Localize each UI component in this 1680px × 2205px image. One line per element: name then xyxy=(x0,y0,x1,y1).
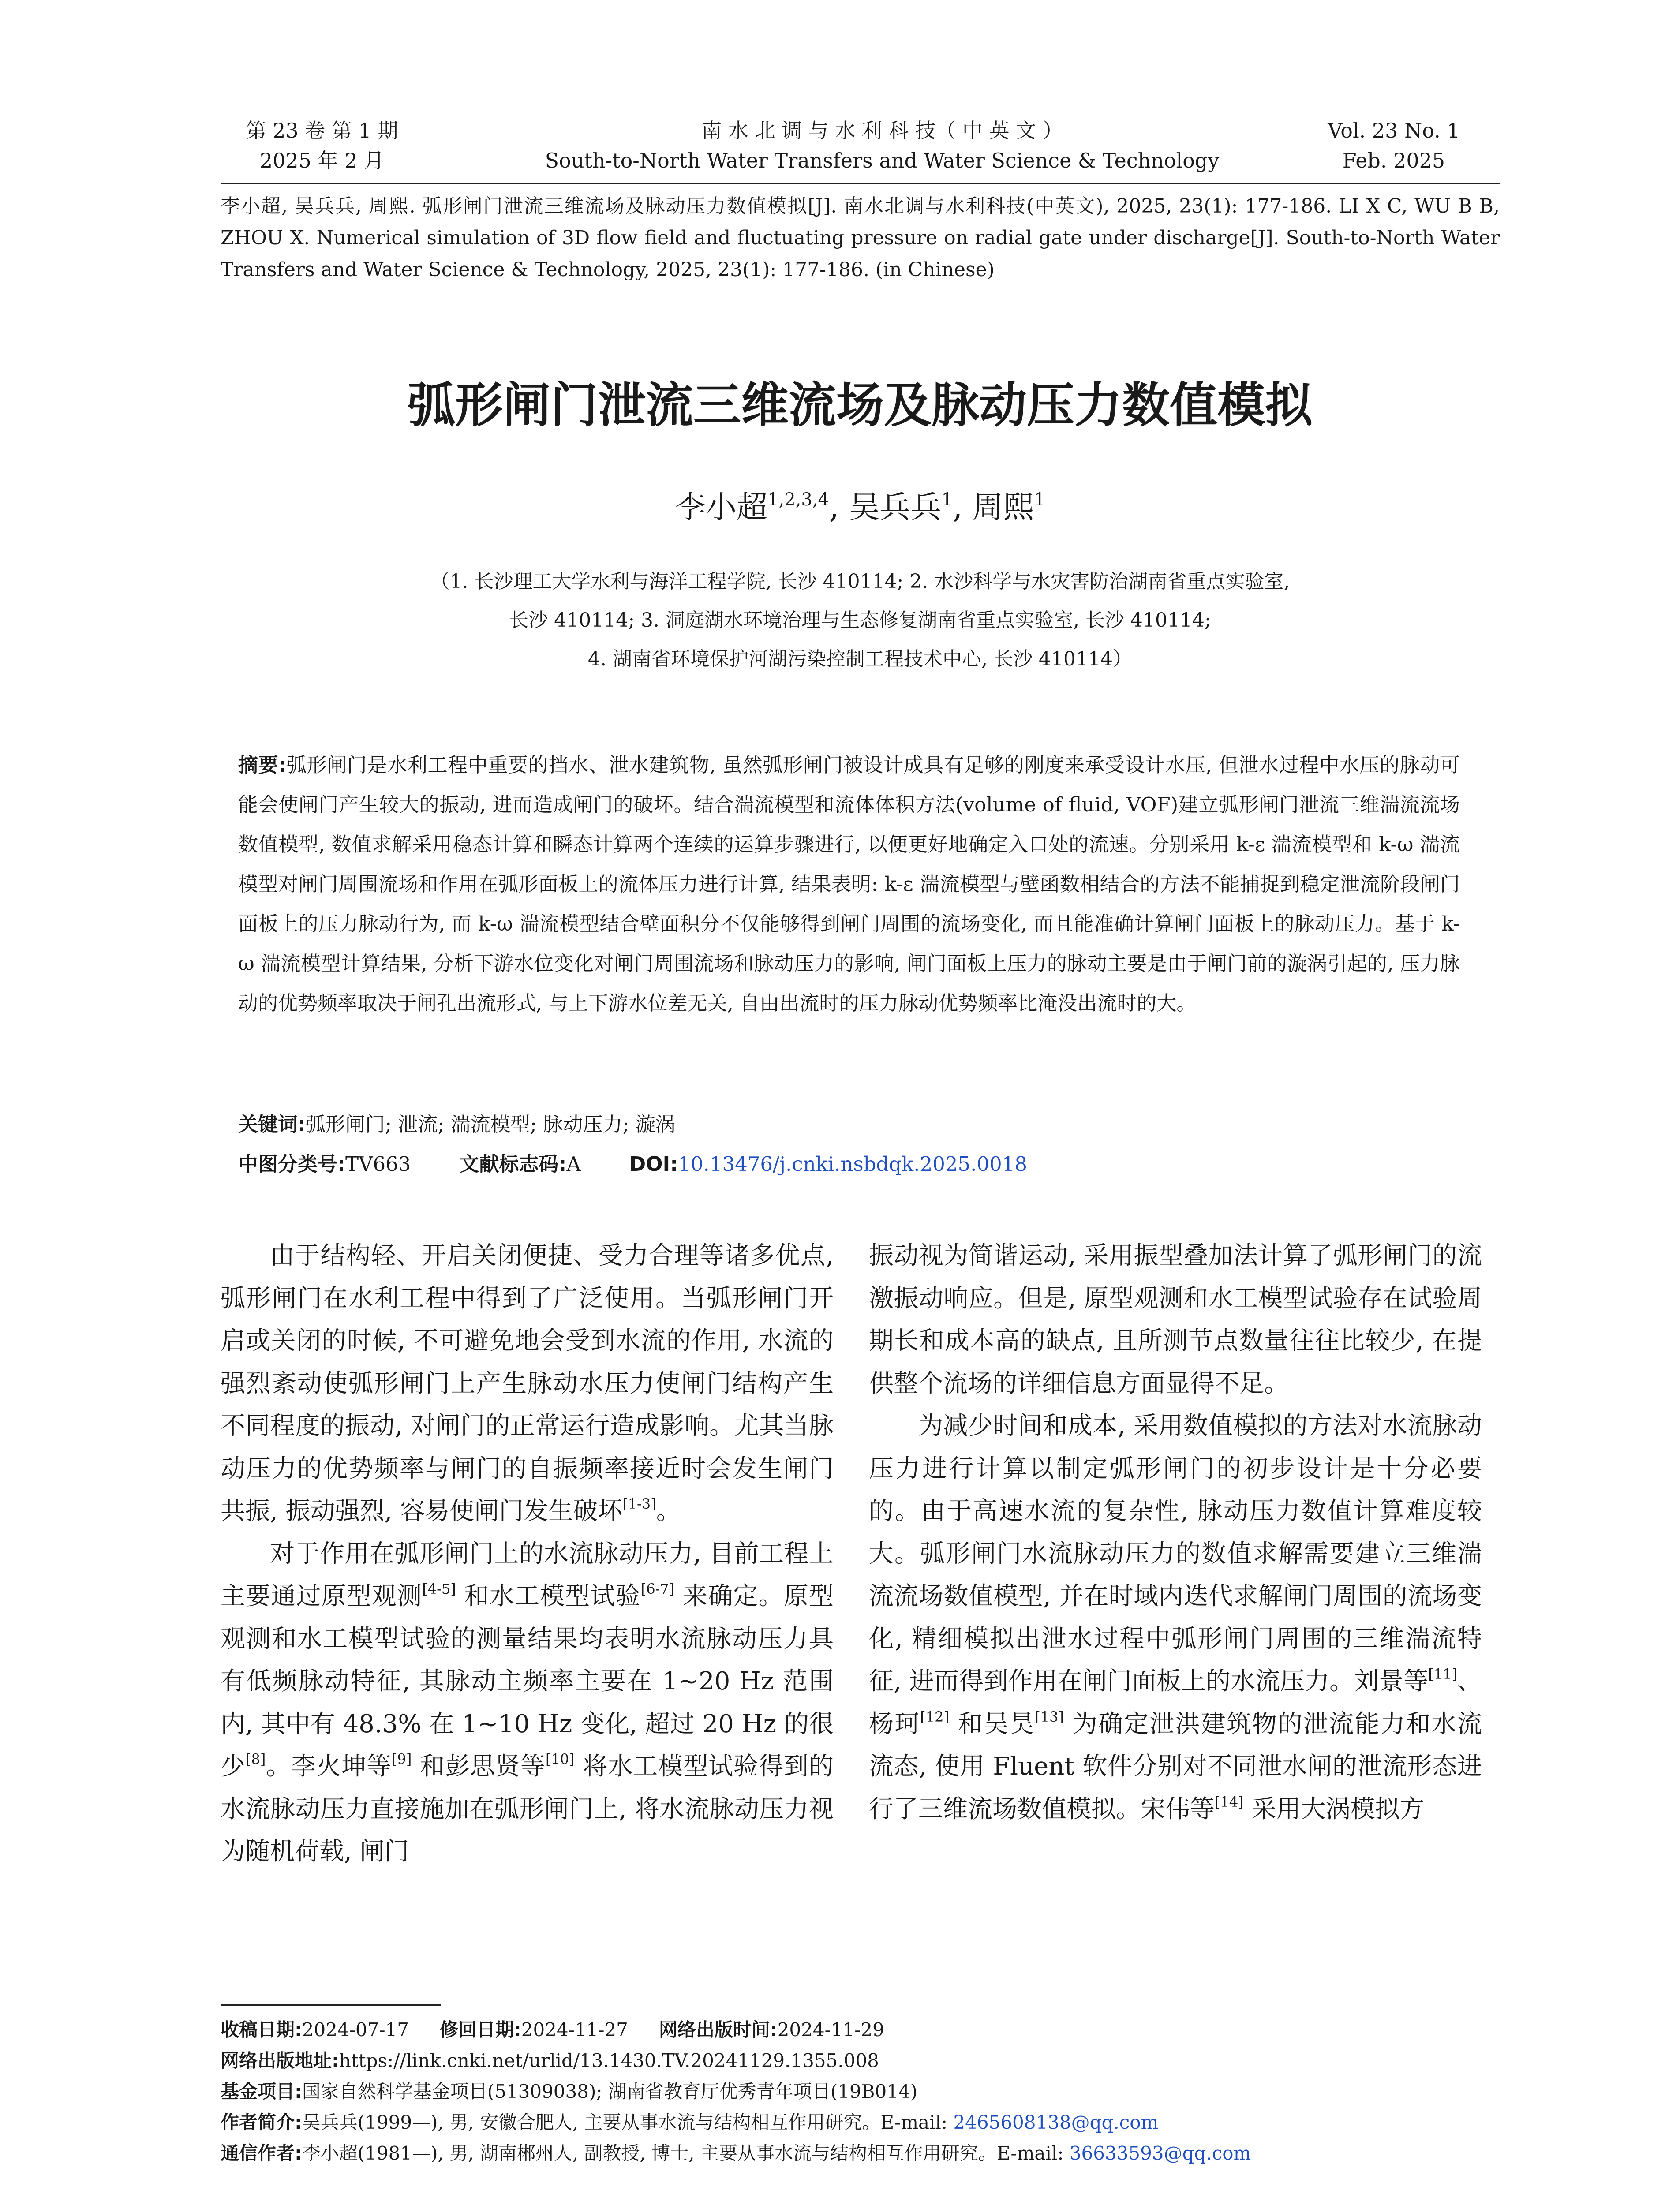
body-text: 为减少时间和成本, 采用数值模拟的方法对水流脉动压力进行计算以制定弧形闸门的初步设计是十分必要的。由于高速水流的复杂性, 脉动压力数值计算难度较大。弧形闸门水流脉动压力的数值求解需要建立三维湍流流场数值模型, 并在时域内迭代求解闸门周围的流场变化, 精细模拟出泄水过程中弧形闸门周围的三维湍流特征, 进而得到作用在闸门面板上的水流压力。刘景等 xyxy=(869,1412,1482,1696)
reference-link[interactable]: [13] xyxy=(1035,1708,1064,1725)
reference-link[interactable]: [14] xyxy=(1215,1793,1244,1810)
footnote-dates xyxy=(221,2014,1500,2045)
header-volume-issue xyxy=(221,116,423,176)
header-vol-no: Vol. 23 No. 1 xyxy=(1328,119,1460,142)
reference-link[interactable]: [10] xyxy=(545,1751,575,1768)
body-text: 和吴昊 xyxy=(949,1709,1035,1738)
body-paragraph xyxy=(221,1235,834,1533)
header-volume: 第 23 卷 第 1 期 xyxy=(246,119,398,142)
revised-label: 修回日期: xyxy=(439,2019,521,2041)
header-divider xyxy=(221,183,1500,184)
clc-label: 中图分类号: xyxy=(238,1152,345,1176)
author-name: 李小超 xyxy=(675,489,768,525)
citation-block: 李小超, 吴兵兵, 周熙. 弧形闸门泄流三维流场及脉动压力数值模拟[J]. 南水北调与水利科技(中英文), 2025, 23(1): 177-186. LI X C, WU B B, ZHOU X. Numerical simulation of 3D flow field and fluctuating pressure on radial gate under discharge[J]. South-to-North Water Transfers and Water Science & Technology, 2025, 23(1): 177-186. (in Chinese) xyxy=(221,195,1500,281)
reference-link[interactable]: [11] xyxy=(1428,1666,1457,1682)
keywords xyxy=(238,1105,1460,1144)
body-text: 。李火坤等 xyxy=(266,1752,392,1781)
body-text: 和水工模型试验 xyxy=(456,1582,641,1611)
body-text: 将水工模型试验得到的水流脉动压力直接施加在弧形闸门上, 将水流脉动压力视为随机荷载, 闸门 xyxy=(221,1752,834,1866)
body-text: 来确定。原型观测和水工模型试验的测量结果均表明水流脉动压力具有低频脉动特征, 其脉动主频率主要在 1~20 Hz 范围内, 其中有 48.3% 在 1~10 Hz 变化, 超过 20 Hz 的很少 xyxy=(221,1582,834,1781)
keywords-text: 弧形闸门; 泄流; 湍流模型; 脉动压力; 漩涡 xyxy=(306,1113,675,1136)
received-date: 2024-07-17 xyxy=(302,2019,409,2041)
fund-label: 基金项目: xyxy=(221,2081,302,2102)
clc-value: TV663 xyxy=(345,1152,411,1176)
header-volume-en xyxy=(1306,116,1482,176)
author-bio-label: 作者简介: xyxy=(221,2112,302,2133)
footnote-fund xyxy=(221,2076,1500,2107)
fund-text: 国家自然科学基金项目(51309038); 湖南省教育厅优秀青年项目(19B014) xyxy=(302,2081,918,2102)
author-line xyxy=(221,485,1500,529)
header-month: Feb. 2025 xyxy=(1342,149,1445,172)
body-text: 由于结构轻、开启关闭便捷、受力合理等诸多优点, 弧形闸门在水利工程中得到了广泛使用。当弧形闸门开启或关闭的时候, 不可避免地会受到水流的作用, 水流的强烈紊动使弧形闸门上产生脉动水压力使闸门结构产生不同程度的振动, 对闸门的正常运行造成影响。尤其当脉动压力的优势频率与闸门的自振频率接近时会发生闸门共振, 振动强烈, 容易使闸门发生破坏 xyxy=(221,1241,834,1525)
body-text: 为确定泄洪建筑物的泄流能力和水流流态, 使用 Fluent 软件分别对不同泄水闸的泄流形态进行了三维流场数值模拟。宋伟等 xyxy=(869,1709,1482,1824)
affiliation-line: 4. 湖南省环境保护河湖污染控制工程技术中心, 长沙 410114） xyxy=(588,648,1132,670)
footnote-author xyxy=(221,2107,1500,2138)
doc-code-label: 文献标志码: xyxy=(459,1152,567,1176)
body-text: 、杨珂 xyxy=(869,1667,1482,1738)
header-journal xyxy=(538,116,1226,176)
revised-date: 2024-11-27 xyxy=(521,2019,628,2041)
corresponding-email-link[interactable]: 36633593@qq.com xyxy=(1069,2142,1251,2164)
author-email-link[interactable]: 2465608138@qq.com xyxy=(953,2112,1159,2133)
keywords-label: 关键词: xyxy=(238,1113,306,1136)
online-date: 2024-11-29 xyxy=(777,2019,884,2041)
footnotes xyxy=(221,2014,1500,2169)
received-label: 收稿日期: xyxy=(221,2019,302,2041)
classification-line xyxy=(238,1144,1460,1184)
url-label: 网络出版地址: xyxy=(221,2050,339,2071)
author-affil-sup: 1 xyxy=(1034,490,1045,510)
header-journal-en: South-to-North Water Transfers and Water Science & Technology xyxy=(545,149,1220,172)
reference-link[interactable]: [6-7] xyxy=(640,1581,675,1597)
reference-link[interactable]: [4-5] xyxy=(422,1581,456,1597)
corresponding-label: 通信作者: xyxy=(221,2142,302,2164)
affiliation-line: （1. 长沙理工大学水利与海洋工程学院, 长沙 410114; 2. 水沙科学与水灾害防治湖南省重点实验室, xyxy=(430,570,1290,593)
affiliations xyxy=(309,562,1411,679)
body-text: 振动视为简谐运动, 采用振型叠加法计算了弧形闸门的流激振动响应。但是, 原型观测和水工模型试验存在试验周期长和成本高的缺点, 且所测节点数量往往比较少, 在提供整个流场的详细信息方面显得不足。 xyxy=(869,1241,1482,1398)
body-column-left xyxy=(221,1235,834,1873)
body-text: 和彭思贤等 xyxy=(412,1752,546,1781)
author-bio-text: 吴兵兵(1999—), 男, 安徽合肥人, 主要从事水流与结构相互作用研究。E-mail: xyxy=(302,2112,954,2133)
author-affil-sup: 1 xyxy=(941,490,953,510)
reference-link[interactable]: [1-3] xyxy=(622,1495,656,1512)
body-text: 对于作用在弧形闸门上的水流脉动压力, 目前工程上主要通过原型观测 xyxy=(221,1539,834,1611)
abstract xyxy=(238,745,1460,1023)
body-column-right xyxy=(869,1235,1482,1831)
online-url[interactable]: https://link.cnki.net/urlid/13.1430.TV.20241129.1355.008 xyxy=(339,2050,879,2071)
header-journal-cn: 南 水 北 调 与 水 利 科 技（ 中 英 文 ） xyxy=(701,119,1063,142)
author-name: 周熙 xyxy=(972,489,1034,525)
online-label: 网络出版时间: xyxy=(659,2019,778,2041)
abstract-label: 摘要: xyxy=(238,753,287,777)
paper-title: 弧形闸门泄流三维流场及脉动压力数值模拟 xyxy=(407,378,1313,433)
author-affil-sup: 1,2,3,4 xyxy=(767,490,829,510)
reference-link[interactable]: [9] xyxy=(392,1751,412,1768)
author-separator: , xyxy=(952,489,973,525)
author-name: 吴兵兵 xyxy=(849,489,942,525)
body-paragraph xyxy=(869,1405,1482,1831)
doi-link[interactable]: 10.13476/j.cnki.nsbdqk.2025.0018 xyxy=(678,1152,1027,1176)
author-separator: , xyxy=(829,489,849,525)
reference-link[interactable]: [8] xyxy=(245,1751,266,1768)
body-text: 采用大涡模拟方 xyxy=(1243,1794,1425,1824)
body-text: 。 xyxy=(656,1497,681,1525)
affiliation-line: 长沙 410114; 3. 洞庭湖水环境治理与生态修复湖南省重点实验室, 长沙 410114; xyxy=(509,609,1211,632)
doc-code-value: A xyxy=(566,1152,581,1176)
footnote-divider xyxy=(221,2004,441,2006)
header-date: 2025 年 2 月 xyxy=(259,149,385,172)
reference-link[interactable]: [12] xyxy=(920,1708,949,1725)
body-paragraph xyxy=(221,1533,834,1873)
body-paragraph xyxy=(869,1235,1482,1405)
footnote-url xyxy=(221,2045,1500,2076)
doi-label: DOI: xyxy=(629,1152,678,1176)
abstract-text: 弧形闸门是水利工程中重要的挡水、泄水建筑物, 虽然弧形闸门被设计成具有足够的刚度来承受设计水压, 但泄水过程中水压的脉动可能会使闸门产生较大的振动, 进而造成闸门的破坏。结合湍流模型和流体体积方法(volume of fluid, VOF)建立弧形闸门泄流三维湍流流场数值模型, 数值求解采用稳态计算和瞬态计算两个连续的运算步骤进行, 以便更好地确定入口处的流速。分别采用 k-ε 湍流模型和 k-ω 湍流模型对闸门周围流场和作用在弧形面板上的流体压力进行计算, 结果表明: k-ε 湍流模型与壁函数相结合的方法不能捕捉到稳定泄流阶段闸门面板上的压力脉动行为, 而 k-ω 湍流模型结合壁面积分不仅能够得到闸门周围的流场变化, 而且能准确计算闸门面板上的脉动压力。基于 k-ω 湍流模型计算结果, 分析下游水位变化对闸门周围流场和脉动压力的影响, 闸门面板上压力的脉动主要是由于闸门前的漩涡引起的, 压力脉动的优势频率取决于闸孔出流形式, 与上下游水位差无关, 自由出流时的压力脉动优势频率比淹没出流时的大。 xyxy=(238,753,1460,1015)
corresponding-text: 李小超(1981—), 男, 湖南郴州人, 副教授, 博士, 主要从事水流与结构相互作用研究。E-mail: xyxy=(302,2142,1070,2164)
footnote-corresponding xyxy=(221,2138,1500,2169)
